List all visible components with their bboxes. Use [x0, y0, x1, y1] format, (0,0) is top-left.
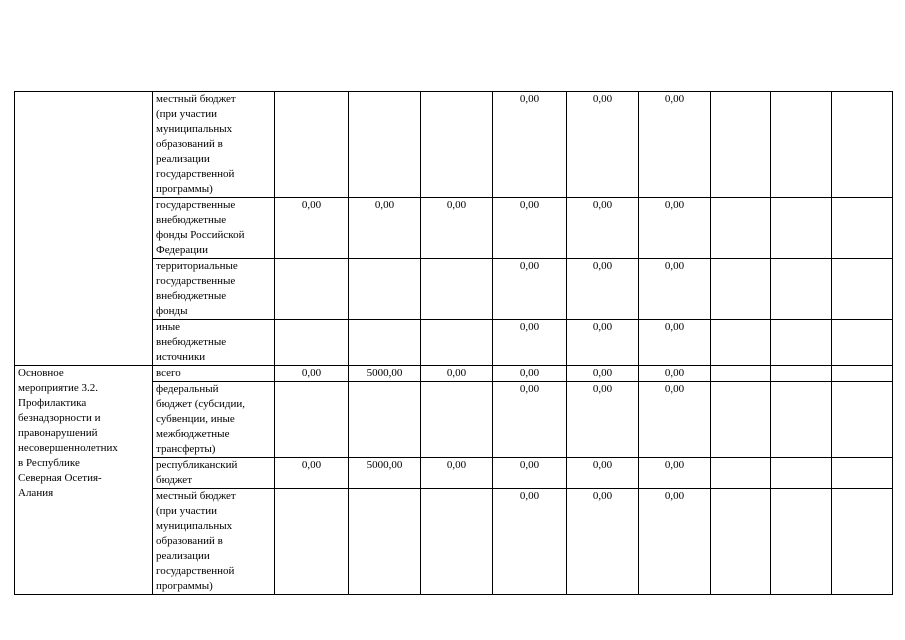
- value-cell: [771, 259, 832, 320]
- value-cell: 0,00: [493, 320, 567, 366]
- value-cell: [832, 489, 893, 595]
- value-cell: 0,00: [639, 92, 711, 198]
- funding-source-cell: государственные внебюджетные фонды Российской Федерации: [153, 198, 275, 259]
- value-cell: [832, 366, 893, 382]
- value-cell: [349, 489, 421, 595]
- value-cell: 0,00: [421, 458, 493, 489]
- event-title-cell: Основное мероприятие 3.2. Профилактика безнадзорности и правонарушений несовершеннолетних в Республике Северная Осетия- Алания: [15, 366, 153, 595]
- value-cell: 0,00: [567, 458, 639, 489]
- value-cell: 5000,00: [349, 458, 421, 489]
- value-cell: [711, 320, 771, 366]
- value-cell: 0,00: [567, 259, 639, 320]
- value-cell: [771, 489, 832, 595]
- value-cell: [771, 198, 832, 259]
- value-cell: [711, 458, 771, 489]
- value-cell: [832, 259, 893, 320]
- table-row: [15, 92, 893, 198]
- value-cell: 0,00: [567, 198, 639, 259]
- value-cell: [275, 320, 349, 366]
- value-cell: [832, 92, 893, 198]
- value-cell: 0,00: [567, 320, 639, 366]
- value-cell: [275, 259, 349, 320]
- value-cell: [711, 382, 771, 458]
- funding-source-cell: территориальные государственные внебюджетные фонды: [153, 259, 275, 320]
- value-cell: [421, 259, 493, 320]
- value-cell: 0,00: [421, 366, 493, 382]
- value-cell: [275, 92, 349, 198]
- funding-source-cell: местный бюджет (при участии муниципальных образований в реализации государственной программы): [153, 92, 275, 198]
- budget-table: [14, 91, 893, 595]
- value-cell: [771, 92, 832, 198]
- value-cell: 0,00: [493, 198, 567, 259]
- value-cell: [349, 382, 421, 458]
- value-cell: [421, 489, 493, 595]
- value-cell: 0,00: [639, 320, 711, 366]
- value-cell: 0,00: [493, 92, 567, 198]
- value-cell: [832, 382, 893, 458]
- value-cell: 0,00: [639, 259, 711, 320]
- value-cell: 0,00: [567, 366, 639, 382]
- value-cell: [771, 458, 832, 489]
- value-cell: 0,00: [639, 198, 711, 259]
- funding-source-cell: местный бюджет (при участии муниципальных образований в реализации государственной программы): [153, 489, 275, 595]
- funding-source-cell: республиканский бюджет: [153, 458, 275, 489]
- funding-source-cell: федеральный бюджет (субсидии, субвенции, иные межбюджетные трансферты): [153, 382, 275, 458]
- value-cell: 0,00: [349, 198, 421, 259]
- value-cell: 0,00: [421, 198, 493, 259]
- value-cell: 5000,00: [349, 366, 421, 382]
- value-cell: [421, 92, 493, 198]
- value-cell: 0,00: [493, 259, 567, 320]
- value-cell: [771, 320, 832, 366]
- value-cell: [832, 320, 893, 366]
- value-cell: 0,00: [567, 92, 639, 198]
- value-cell: 0,00: [493, 458, 567, 489]
- value-cell: [711, 259, 771, 320]
- value-cell: 0,00: [493, 489, 567, 595]
- value-cell: 0,00: [639, 382, 711, 458]
- value-cell: 0,00: [493, 366, 567, 382]
- value-cell: 0,00: [493, 382, 567, 458]
- value-cell: 0,00: [567, 382, 639, 458]
- value-cell: [711, 489, 771, 595]
- blank-event-cell: [15, 92, 153, 366]
- funding-source-cell: иные внебюджетные источники: [153, 320, 275, 366]
- value-cell: [421, 382, 493, 458]
- value-cell: [349, 320, 421, 366]
- value-cell: [711, 92, 771, 198]
- value-cell: 0,00: [275, 198, 349, 259]
- funding-source-cell: всего: [153, 366, 275, 382]
- value-cell: 0,00: [639, 489, 711, 595]
- value-cell: [349, 259, 421, 320]
- value-cell: [771, 366, 832, 382]
- value-cell: [711, 366, 771, 382]
- value-cell: [832, 458, 893, 489]
- value-cell: [711, 198, 771, 259]
- value-cell: 0,00: [275, 366, 349, 382]
- value-cell: 0,00: [275, 458, 349, 489]
- value-cell: 0,00: [639, 366, 711, 382]
- value-cell: 0,00: [639, 458, 711, 489]
- value-cell: [275, 489, 349, 595]
- table-row: [15, 366, 893, 382]
- value-cell: [275, 382, 349, 458]
- value-cell: [771, 382, 832, 458]
- value-cell: 0,00: [567, 489, 639, 595]
- value-cell: [349, 92, 421, 198]
- value-cell: [832, 198, 893, 259]
- value-cell: [421, 320, 493, 366]
